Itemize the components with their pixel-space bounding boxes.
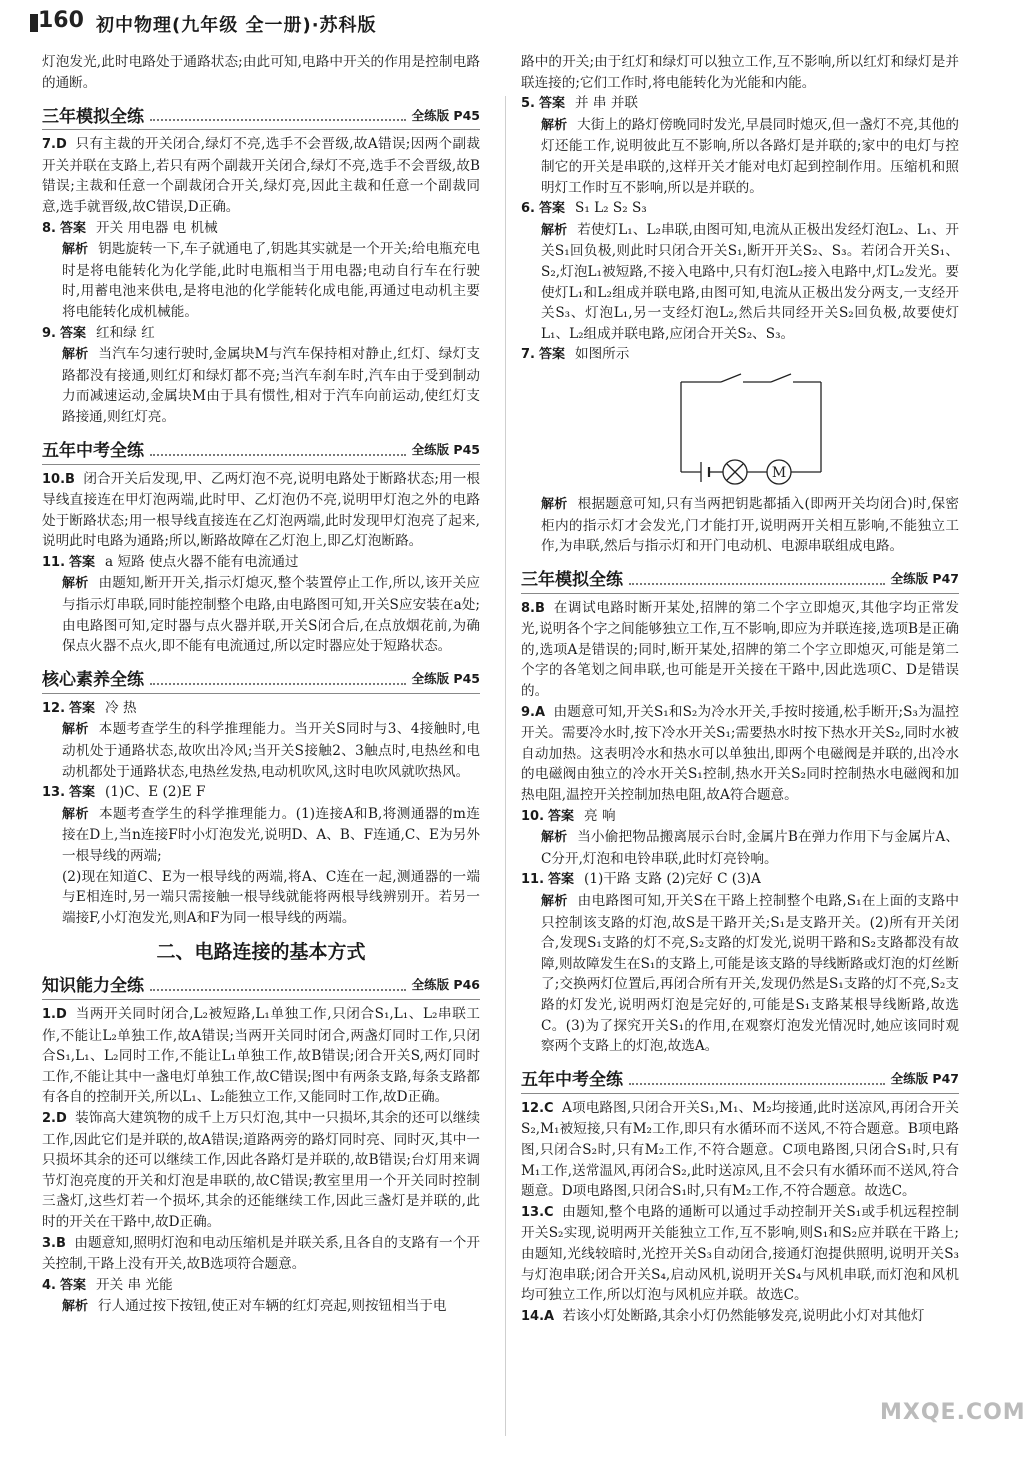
continued-text: 灯泡发光,此时电路处于通路状态;由此可知,电路中开关的作用是控制电路的通断。 (42, 54, 480, 91)
answer-label: 答案 (69, 700, 96, 716)
item-number: 4. (42, 1277, 56, 1293)
item-text: 由题知,整个电路的通断可以通过手动控制开关S₁或手机远程控制开关S₂实现,说明两开关能独立工作,互不影响,则S₁和S₂应并联在干路上;由题知,光线较暗时,光控开关S₃自动闭合,接通灯泡提供照明,说明开关S₃与灯泡串联;闭合开关S₄,启动风机,说明开关S₄与风机串联,而灯泡和风机均可独立工作,所以灯泡与风机应并联。故选C。 (521, 1203, 959, 1304)
item-number: 9. (42, 325, 56, 341)
answer-value: 冷 热 (105, 699, 137, 716)
section-ref: 全练版 P47 (890, 571, 959, 587)
item-number: 8. (42, 220, 56, 236)
answer-value: S₁ L₂ S₂ S₃ (575, 200, 647, 217)
page-number: 160 (38, 8, 84, 33)
item-number: 10.B (42, 471, 75, 487)
analysis-label: 解析 (541, 830, 568, 846)
section-header (42, 438, 480, 465)
page-header (22, 4, 982, 50)
answer-item (42, 134, 480, 217)
answer-item (42, 698, 480, 720)
item-number: 7.D (42, 137, 67, 153)
analysis (521, 220, 959, 345)
analysis-text: 由题知,断开开关,指示灯熄灭,整个装置停止工作,所以,该开关应与指示灯串联,同时能控制整个电路,由电路图可知,开关S应安装在a处;由电路图可知,定时器与点火器并联,开关S闭合后,在点放烟花前,为确保点火器不点火,即不能有电流通过,所以定时器应处于短路状态。 (62, 575, 480, 655)
section-header (42, 973, 480, 1000)
answer-item (521, 598, 959, 702)
section-title: 五年中考全练 (42, 440, 144, 461)
answer-value: (1)C、E (2)E F (105, 784, 206, 801)
analysis-label: 解析 (541, 894, 568, 909)
item-number: 5. (521, 96, 535, 112)
item-number: 13.C (521, 1204, 554, 1220)
answer-value: a 短路 使点火器不能有电流通过 (105, 553, 299, 570)
analysis-label: 解析 (541, 117, 568, 133)
chapter-title: 二、电路连接的基本方式 (156, 941, 366, 964)
answer-item (42, 552, 480, 574)
analysis (521, 494, 959, 557)
answer-label: 答案 (548, 872, 575, 888)
answer-item (42, 1004, 480, 1108)
item-number: 8.B (521, 600, 545, 616)
answer-item (42, 218, 480, 240)
item-number: 11. (521, 872, 545, 888)
answer-label: 答案 (59, 220, 86, 236)
item-number: 14.A (521, 1308, 555, 1324)
answer-item (521, 1098, 959, 1202)
analysis (42, 804, 480, 867)
section-dots (150, 989, 406, 991)
switch-2 (771, 374, 791, 382)
answer-value: 并 串 并联 (575, 95, 639, 112)
analysis-text: 本题考查学生的科学推理能力。当开关S同时与3、4接触时,电动机处于通路状态,故吹出冷风;当开关S接触2、3触点时,电热丝和电动机都处于通路状态,电热丝发热,电动机吹风,这时电吹风就吹热风。 (62, 721, 480, 780)
motor-label: M (771, 464, 787, 481)
item-number: 1.D (42, 1006, 67, 1022)
item-number: 11. (42, 554, 66, 570)
analysis-continued: (2)现在知道C、E为一根导线的两端,将A、C连在一起,测通器的一端与E相连时,另一端只需接触一根导线就能将两根导线辨别开。若另一端接F,小灯泡发光,则A和F为同一根导线的两端。 (62, 868, 480, 926)
answer-label: 答案 (538, 96, 565, 112)
analysis (42, 344, 480, 427)
analysis-label: 解析 (62, 347, 89, 363)
answer-item (42, 1233, 480, 1275)
analysis-label: 解析 (541, 222, 568, 238)
item-text: 只有主裁的开关闭合,绿灯不亮,选手不会晋级,故A错误;因两个副裁开关并联在支路上,若只有两个副裁开关闭合,绿灯不亮,选手不会晋级,故B错误;主裁和任意一个副裁闭合开关,绿灯亮,因此主裁和任意一个副裁同意,选手就晋级,故C错误,D正确。 (42, 136, 480, 215)
item-number: 6. (521, 201, 535, 217)
item-text: 由题意知,照明灯泡和电动压缩机是并联关系,且各自的支路有一个开关控制,干路上没有开关,故B选项符合题意。 (42, 1234, 480, 1273)
answer-label: 答案 (548, 808, 575, 824)
analysis (42, 573, 480, 656)
answer-item (521, 1306, 959, 1328)
section-ref: 全练版 P45 (411, 107, 480, 123)
analysis (42, 239, 480, 322)
left-column (42, 52, 480, 1318)
analysis-label: 解析 (541, 496, 568, 512)
item-number: 2.D (42, 1110, 67, 1126)
analysis-text: 当汽车匀速行驶时,金属块M与汽车保持相对静止,红灯、绿灯支路都没有接通,则红灯和绿灯都不亮;当汽车刹车时,汽车由于受到制动力而减速运动,金属块M由于具有惯性,相对于汽车向前运动,使红灯支路接通,则红灯亮。 (62, 346, 480, 425)
switch-1 (721, 374, 741, 382)
answer-item (42, 323, 480, 345)
section-header (42, 667, 480, 694)
answer-item (521, 344, 959, 366)
answer-item (42, 1108, 480, 1233)
answer-label: 答案 (59, 1277, 86, 1293)
analysis-label: 解析 (62, 722, 89, 738)
item-text: 若该小灯处断路,其余小灯仍然能够发亮,说明此小灯对其他灯 (562, 1307, 925, 1324)
right-column (521, 52, 959, 1327)
item-text: 装饰高大建筑物的成千上万只灯泡,其中一只损坏,其余的还可以继续工作,因此它们是并联的,故A错误;道路两旁的路灯同时亮、同时灭,其中一只损坏其余的还可以继续工作,因此各路灯是并联的,故B错误;台灯用来调节灯泡亮度的开关和灯泡是串联的,故C错误;教室里用一个开关同时控制三盏灯,这些灯若一个损坏,其余的还能继续工作,因此三盏灯是并联的,此时的开关在干路中,故D正确。 (42, 1109, 480, 1230)
answer-value: 开关 串 光能 (96, 1276, 173, 1293)
item-number: 7. (521, 347, 535, 363)
item-text: A项电路图,只闭合开关S₁,M₁、M₂均接通,此时送凉风,再闭合开关S₂,M₁被短接,只有M₂工作,即只有水循环而不送风,不符合题意。B项电路图,只闭合S₂时,只有M₂工作,不符合题意。C项电路图,只闭合S₁时,只有M₁工作,送常温风,再闭合S₂,此时送凉风,且不会只有水循环而不送风,符合题意。D项电路图,只闭合S₁时,只有M₂工作,不符合题意。故选C。 (521, 1099, 959, 1200)
analysis-text: 钥匙旋转一下,车子就通电了,钥匙其实就是一个开关;给电瓶充电时是将电能转化为化学能,此时电瓶相当于用电器;电动自行车在行驶时,用蓄电池来供电,是将电池的化学能转化成电能,再通过电动机主要将电能转化成机械能。 (62, 241, 480, 320)
answer-item (42, 782, 480, 804)
section-header (521, 567, 959, 594)
section-dots (629, 1083, 885, 1085)
item-text: 在调试电路时断开某处,招牌的第二个字立即熄灭,其他字均正常发光,说明各个字之间能够独立工作,互不影响,即应为并联连接,选项B是正确的,选项A是错误的;同时,断开某处,招牌的第二个字立即熄灭,可能是第二个字的各笔划之间串联,也可能是开关接在干路中,因此选项C、D是错误的。 (521, 599, 959, 700)
section-ref: 全练版 P45 (411, 441, 480, 457)
section-dots (150, 454, 406, 456)
item-text: 当两开关同时闭合,L₂被短路,L₁单独工作,只闭合S₁,L₁、L₂串联工作,不能让L₂单独工作,故A错误;当两开关同时闭合,两盏灯同时工作,只闭合S₁,L₁、L₂同时工作,不能让L₁单独工作,故B错误;闭合开关S,两灯同时工作,不能让其中一盏电灯单独工作,故C错误;图中有两条支路,每条支路都有各自的控制开关,所以L₁、L₂能独立工作,又能同时工作,故D正确。 (42, 1005, 481, 1106)
analysis-label: 解析 (62, 806, 89, 822)
item-number: 9.A (521, 704, 546, 720)
answer-label: 答案 (59, 325, 86, 341)
analysis-text: 由电路图可知,开关S在干路上控制整个电路,S₁在上面的支路中只控制该支路的灯泡,故S是干路开关;S₁是支路开关。(2)所有开关闭合,发现S₁支路的灯不亮,S₂支路的灯发光,说明干路和S₂支路都没有故障,则故障发生在S₁的支路上,可能是该支路的导线断路或灯泡的灯丝断了;交换两灯位置后,再闭合所有开关,发现仍然是S₁支路的灯不亮,S₂支路的灯发光,说明两灯泡是完好的,可能是S₁支路某根导线断路,故选C。(3)为了探究开关S₁的作用,在观察灯泡发光情况时,她应该同时观察两个支路上的灯泡,故选A。 (541, 893, 959, 1055)
analysis (42, 1296, 480, 1318)
column-divider (505, 96, 506, 1436)
analysis-text: 行人通过按下按钮,使正对车辆的红灯亮起,则按钮相当于电 (98, 1298, 447, 1315)
analysis-label: 解析 (62, 1299, 89, 1315)
continued-text: 路中的开关;由于红灯和绿灯可以独立工作,互不影响,所以红灯和绿灯是并联连接的;它们工作时,将电能转化为光能和内能。 (521, 54, 959, 91)
section-ref: 全练版 P46 (411, 977, 480, 993)
analysis-text: 若使灯L₁、L₂串联,由图可知,电流从正极出发经灯泡L₂、L₁、开关S₁回负极,则此时只闭合开关S₁,断开开关S₂、S₃。若闭合开关S₁、S₂,灯泡L₁被短路,不接入电路中,只有灯泡L₂接入电路中,灯L₂发光。要使灯L₁和L₂组成并联电路,由图可知,电流从正极出发分两支,一支经开关S₃、灯泡L₁,另一支经灯泡L₂,然后共同经开关S₂回负极,故要使灯L₁、L₂组成并联电路,应闭合开关S₂、S₃。 (541, 221, 959, 342)
item-text: 闭合开关后发现,甲、乙两灯泡不亮,说明电路处于断路状态;用一根导线直接连在甲灯泡两端,此时甲、乙灯泡仍不亮,说明甲灯泡之外的电路处于断路状态;用一根导线直接连在乙灯泡两端,此时发现甲灯泡亮了起来,说明此时电路为通路;所以,断路故障在乙灯泡上,即乙灯泡断路。 (42, 470, 480, 550)
answer-label: 答案 (538, 347, 565, 363)
section-ref: 全练版 P45 (411, 671, 480, 687)
item-number: 12.C (521, 1100, 554, 1116)
circuit-svg (671, 370, 831, 488)
item-number: 10. (521, 808, 545, 824)
section-title: 五年中考全练 (521, 1070, 623, 1091)
analysis-text: 大街上的路灯傍晚同时发光,早晨同时熄灭,但一盏灯不亮,其他的灯还能工作,说明彼此互不影响,所以各路灯是并联的;家中的电灯与控制它的开关是串联的,这样开关才能对电灯起到控制作用。压缩机和照明灯工作时互不影响,所以是并联的。 (541, 116, 959, 196)
answer-value: 亮 响 (584, 807, 616, 824)
answer-label: 答案 (538, 201, 565, 217)
section-dots (150, 683, 406, 685)
analysis-label: 解析 (62, 576, 89, 592)
answer-item (521, 702, 959, 806)
analysis-text: 当小偷把物品搬离展示台时,金属片B在弹力作用下与金属片A、C分开,灯泡和电铃串联,此时灯亮铃响。 (541, 829, 959, 867)
answer-item (521, 198, 959, 220)
analysis-text: 本题考查学生的科学推理能力。(1)连接A和B,将测通器的m连接在D上,当n连接F时小灯泡发光,说明D、A、B、F连通,C、E为另外一根导线的两端; (62, 805, 480, 864)
section-title: 核心素养全练 (42, 670, 144, 691)
section-ref: 全练版 P47 (890, 1071, 959, 1087)
answer-item (42, 469, 480, 552)
section-dots (150, 119, 406, 121)
section-title: 三年模拟全练 (521, 570, 623, 591)
section-dots (629, 583, 885, 585)
watermark: MXQE.COM (880, 1400, 1026, 1425)
analysis-text: 根据题意可知,只有当两把钥匙都插入(即两开关均闭合)时,保密柜内的指示灯才会发光,门才能打开,说明两开关相互影响,不能独立工作,为串联,然后与指示灯和开门电动机、电源串联组成电路。 (541, 495, 959, 555)
answer-label: 答案 (69, 785, 96, 801)
book-title: 初中物理(九年级 全一册)·苏科版 (96, 15, 377, 36)
analysis-label: 解析 (62, 242, 89, 258)
section-title: 三年模拟全练 (42, 106, 144, 127)
answer-value: 如图所示 (575, 346, 630, 363)
analysis (521, 115, 959, 198)
answer-value: 红和绿 红 (96, 324, 155, 341)
item-number: 12. (42, 700, 66, 716)
answer-item (521, 806, 959, 828)
answer-item (521, 1202, 959, 1306)
analysis (521, 827, 959, 869)
section-title: 知识能力全练 (42, 976, 144, 997)
answer-value: (1)干路 支路 (2)完好 C (3)A (584, 871, 761, 888)
answer-item (521, 93, 959, 115)
item-number: 13. (42, 785, 66, 801)
analysis (42, 719, 480, 782)
analysis (521, 891, 959, 1057)
answer-value: 开关 用电器 电 机械 (96, 219, 218, 236)
section-header (521, 1067, 959, 1094)
answer-label: 答案 (69, 554, 96, 570)
item-text: 由题意可知,开关S₁和S₂为冷水开关,手按时接通,松手断开;S₃为温控开关。需要冷水时,按下冷水开关S₁;需要热水时按下热水开关S₂,同时水被自动加热。这表明冷水和热水可以单独出,即两个电磁阀是并联的,出冷水的电磁阀由独立的冷水开关S₁控制,热水开关S₂同时控制热水电磁阀和加热电阻,温控开关控制加热电阻,故A符合题意。 (521, 703, 959, 804)
section-header (42, 103, 480, 130)
answer-item (42, 1275, 480, 1297)
circuit-diagram (521, 366, 959, 494)
item-number: 3.B (42, 1235, 66, 1251)
answer-item (521, 869, 959, 891)
page-number-bar (30, 14, 38, 32)
